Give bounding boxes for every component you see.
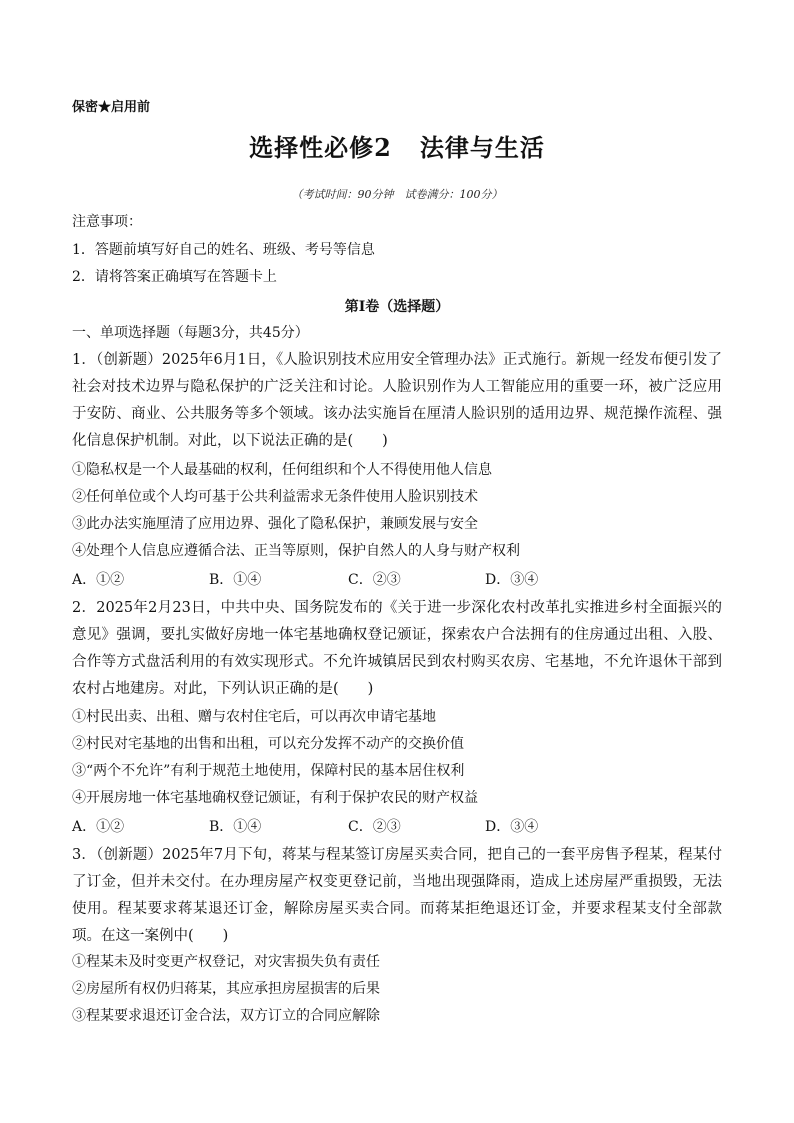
- option-c[interactable]: C．②③: [348, 572, 401, 588]
- option-a[interactable]: A．①②: [72, 819, 125, 835]
- option-d[interactable]: D．③④: [485, 572, 539, 588]
- question-2-statement: ②村民对宅基地的出售和出租，可以充分发挥不动产的交换价值: [72, 736, 464, 752]
- part-heading: 一、单项选择题（每题3分，共45分）: [72, 325, 309, 341]
- section-title: 第I卷（选择题）: [344, 299, 450, 315]
- question-1-statement: ④处理个人信息应遵循合法、正当等原则，保护自然人的人身与财产权利: [72, 543, 520, 559]
- question-1-statement: ①隐私权是一个人最基础的权利，任何组织和个人不得使用他人信息: [72, 462, 492, 478]
- exam-info: （考试时间：90分钟 试卷满分：100分）: [291, 188, 503, 201]
- notes-heading: 注意事项：: [72, 214, 142, 230]
- option-c[interactable]: C．②③: [348, 819, 401, 835]
- question-2-statement: ③“两个不允许”有利于规范土地使用，保障村民的基本居住权利: [72, 763, 465, 779]
- confidential-label: 保密★启用前: [72, 100, 151, 115]
- question-1-statement: ②任何单位或个人均可基于公共利益需求无条件使用人脸识别技术: [72, 489, 478, 505]
- question-2-options: [72, 816, 722, 838]
- question-1-statement: ③此办法实施厘清了应用边界、强化了隐私保护，兼顾发展与安全: [72, 516, 478, 532]
- option-d[interactable]: D．③④: [485, 819, 539, 835]
- option-b[interactable]: B．①④: [209, 819, 262, 835]
- title-subject: 选择性必修2: [249, 133, 392, 162]
- note-item: 2．请将答案正确填写在答题卡上: [72, 269, 277, 285]
- question-3-stem: 3．（创新题）2025年7月下旬，蒋某与程某签订房屋买卖合同，把自己的一套平房售予程某，程某付了订金，但并未交付。在办理房屋产权变更登记前，当地出现强降雨，造成上述房屋严重损毁，无法使用。程某要求蒋某退还订金，解除房屋买卖合同。而蒋某拒绝退还订金，并要求程某支付全部款项。在这一案例中( ): [72, 847, 722, 944]
- note-item: 1．答题前填写好自己的姓名、班级、考号等信息: [72, 242, 375, 258]
- option-b[interactable]: B．①④: [209, 572, 262, 588]
- question-3-statement: ①程某未及时变更产权登记，对灾害损失负有责任: [72, 954, 380, 970]
- question-2-statement: ④开展房地一体宅基地确权登记颁证，有利于保护农民的财产权益: [72, 790, 478, 806]
- title-topic: 法律与生活: [419, 133, 545, 162]
- question-3-statement: ②房屋所有权仍归蒋某，其应承担房屋损害的后果: [72, 981, 380, 997]
- page-title: [0, 128, 794, 163]
- question-1-options: [72, 569, 722, 591]
- question-3-statement: ③程某要求退还订金合法，双方订立的合同应解除: [72, 1008, 380, 1024]
- option-a[interactable]: A．①②: [72, 572, 125, 588]
- question-1-stem: 1．（创新题）2025年6月1日，《人脸识别技术应用安全管理办法》正式施行。新规一经发布便引发了社会对技术边界与隐私保护的广泛关注和讨论。人脸识别作为人工智能应用的重要一环，被广泛应用于安防、商业、公共服务等多个领域。该办法实施旨在厘清人脸识别的适用边界、规范操作流程、强化信息保护机制。对此，以下说法正确的是( ): [72, 352, 722, 449]
- question-2-statement: ①村民出卖、出租、赠与农村住宅后，可以再次申请宅基地: [72, 709, 436, 725]
- question-2-stem: 2．2025年2月23日，中共中央、国务院发布的《关于进一步深化农村改革扎实推进乡村全面振兴的意见》强调，要扎实做好房地一体宅基地确权登记颁证，探索农户合法拥有的住房通过出租、入股、合作等方式盘活利用的有效实现形式。不允许城镇居民到农村购买农房、宅基地，不允许退休干部到农村占地建房。对此，下列认识正确的是( ): [72, 600, 722, 697]
